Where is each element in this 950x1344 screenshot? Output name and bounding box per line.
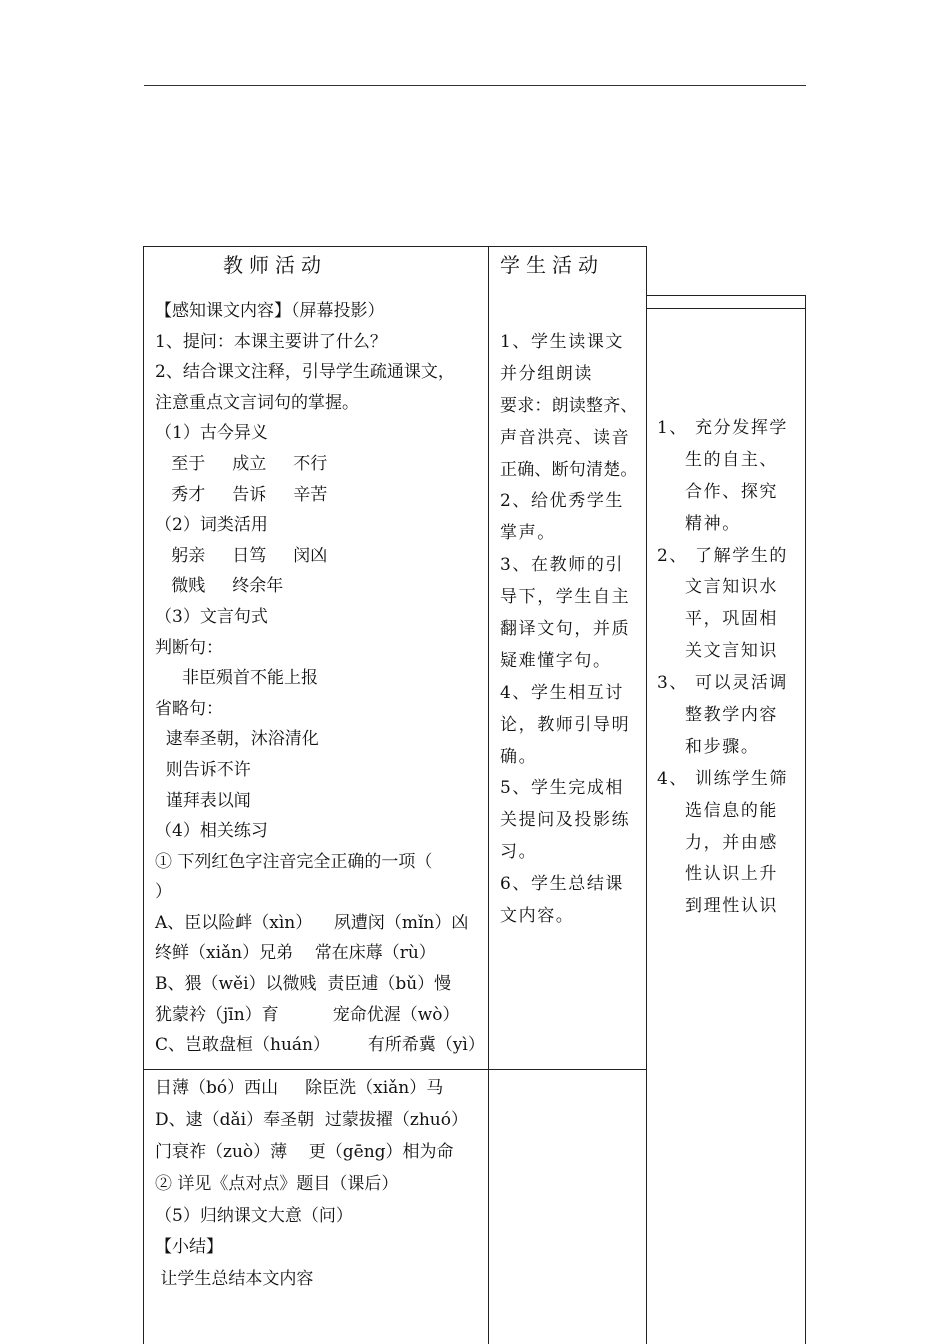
student-line: 疑难懂字句。 xyxy=(500,650,612,671)
teacher-line: 则告诉不许 xyxy=(155,759,251,780)
teacher-line: 门衰祚（zuò）薄 更（gēng）相为命 xyxy=(155,1141,454,1162)
teacher-line: （2）词类活用 xyxy=(155,515,268,536)
goal-line: 关文言知识 xyxy=(657,641,779,662)
goal-line: 2、 了解学生的 xyxy=(657,545,789,566)
teacher-activity-lower xyxy=(155,1073,485,1296)
goal-line: 选信息的能 xyxy=(657,800,779,821)
teacher-line: 至于 成立 不行 xyxy=(155,453,328,474)
goal-line: 力，并由感 xyxy=(657,832,779,853)
student-line: 4、学生相互讨 xyxy=(500,682,625,703)
student-line: 习。 xyxy=(500,842,538,863)
column-divider-1 xyxy=(488,246,489,1344)
teacher-activity-upper xyxy=(155,296,485,1061)
teacher-line: 微贱 终余年 xyxy=(155,576,284,597)
goal-line: 性认识上升 xyxy=(657,864,779,885)
goal-line: 4、 训练学生筛 xyxy=(657,768,789,789)
student-line: 并分组朗读 xyxy=(500,363,593,384)
student-activity xyxy=(500,327,642,933)
teacher-line: A、臣以险衅（xìn） 夙遭闵（mǐn）凶 xyxy=(155,912,469,933)
teacher-line: （4）相关练习 xyxy=(155,821,268,842)
goals-top-border-2 xyxy=(646,308,806,309)
teacher-line: 终鲜（xiǎn）兄弟 常在床蓐（rù） xyxy=(155,943,436,964)
teacher-line: 2、结合课文注释，引导学生疏通课文， xyxy=(155,362,455,383)
column-divider-2 xyxy=(646,246,647,1344)
teacher-line: 躬亲 日笃 闵凶 xyxy=(155,545,328,566)
goal-line: 合作、探究 xyxy=(657,481,779,502)
teacher-activity-header: 教师活动 xyxy=(223,253,327,277)
table-left-border xyxy=(143,246,144,1344)
teacher-line: 日薄（bó）西山 除臣洗（xiǎn）马 xyxy=(155,1078,444,1098)
goal-line: 3、 可以灵活调 xyxy=(657,673,789,694)
design-intent xyxy=(657,413,797,923)
student-line: 声音洪亮、读音 xyxy=(500,427,631,448)
teacher-line: 谨拜表以闻 xyxy=(155,790,251,811)
goal-line: 1、 充分发挥学 xyxy=(657,418,789,438)
goal-line: 文言知识水 xyxy=(657,577,779,598)
teacher-line: 判断句： xyxy=(155,637,223,658)
teacher-line: B、猥（wěi）以微贱 责臣逋（bǔ）慢 xyxy=(155,974,452,995)
student-line: 掌声。 xyxy=(500,523,556,544)
student-line: 6、学生总结课 xyxy=(500,874,625,895)
teacher-line: 秀才 告诉 辛苦 xyxy=(155,484,328,505)
goal-line: 平，巩固相 xyxy=(657,609,779,630)
student-line: 5、学生完成相 xyxy=(500,778,625,799)
teacher-line: 让学生总结本文内容 xyxy=(155,1269,314,1290)
teacher-line: （5）归纳课文大意（问） xyxy=(155,1205,353,1226)
teacher-line: D、逮（dǎi）奉圣朝 过蒙拔擢（zhuó） xyxy=(155,1109,468,1130)
goals-top-border-1 xyxy=(646,295,806,296)
teacher-line: 【小结】 xyxy=(155,1237,223,1258)
teacher-line: 省略句： xyxy=(155,698,223,719)
teacher-line: （1）古今异义 xyxy=(155,423,268,444)
student-line: 翻译文句，并质 xyxy=(500,619,631,640)
table-top-border xyxy=(143,246,647,247)
teacher-line: ） xyxy=(155,882,172,903)
student-line: 导下，学生自主 xyxy=(500,587,631,608)
table-right-border xyxy=(805,295,806,1344)
student-activity-header: 学生活动 xyxy=(500,253,604,277)
teacher-line: 1、提问：本课主要讲了什么？ xyxy=(155,331,387,352)
student-line: 论，教师引导明 xyxy=(500,714,631,735)
student-line: 要求：朗读整齐、 xyxy=(500,395,638,416)
header-rule xyxy=(144,85,806,86)
teacher-line: ① 下列红色字注音完全正确的一项（ xyxy=(155,851,433,872)
goal-line: 生的自主、 xyxy=(657,449,779,470)
student-line: 3、在教师的引 xyxy=(500,555,625,576)
student-line: 正确、断句清楚。 xyxy=(500,459,638,480)
row-divider xyxy=(143,1069,646,1070)
teacher-line: 非臣殒首不能上报 xyxy=(155,668,319,689)
goal-line: 到理性认识 xyxy=(657,896,779,917)
student-line: 文内容。 xyxy=(500,906,575,927)
teacher-line: 【感知课文内容】（屏幕投影） xyxy=(155,301,385,321)
student-line: 1、学生读课文 xyxy=(500,332,625,352)
student-line: 关提问及投影练 xyxy=(500,810,631,831)
student-line: 2、给优秀学生 xyxy=(500,491,625,512)
goal-line: 精神。 xyxy=(657,513,741,534)
teacher-line: 犹蒙衿（jīn）育 宠命优渥（wò） xyxy=(155,1004,460,1025)
goal-line: 整教学内容 xyxy=(657,705,779,726)
teacher-line: ② 详见《点对点》题目（课后） xyxy=(155,1173,399,1194)
teacher-line: （3）文言句式 xyxy=(155,606,268,627)
teacher-line: C、岂敢盘桓（huán） 有所希冀（yì） xyxy=(155,1035,485,1056)
student-line: 确。 xyxy=(500,746,538,767)
teacher-line: 逮奉圣朝，沐浴清化 xyxy=(155,729,319,750)
teacher-line: 注意重点文言词句的掌握。 xyxy=(155,392,359,413)
goal-line: 和步骤。 xyxy=(657,736,760,757)
